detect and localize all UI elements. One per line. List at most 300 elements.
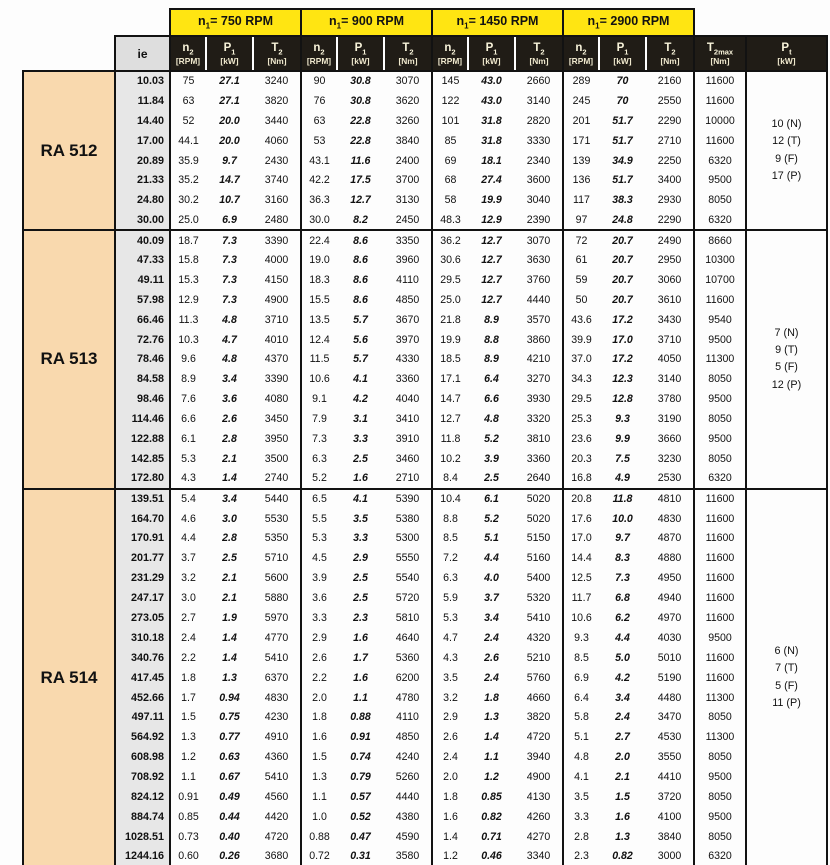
t2-cell: 4410	[646, 767, 694, 787]
p1-cell: 2.1	[222, 592, 237, 605]
p1-cell: 9.9	[615, 432, 630, 445]
t2-cell: 2480	[253, 210, 301, 230]
table-row	[23, 170, 827, 190]
n2-cell: 29.5	[432, 270, 468, 290]
t2-cell: 3550	[646, 747, 694, 767]
n2-cell: 1.0	[301, 807, 337, 827]
t2-cell: 4010	[253, 330, 301, 350]
t2-cell: 5710	[253, 548, 301, 568]
n2-cell: 18.3	[301, 270, 337, 290]
ie-cell: 47.33	[115, 250, 170, 270]
n2-cell: 5.3	[432, 608, 468, 628]
p1-cell: 8.3	[615, 552, 630, 565]
table-row	[23, 409, 827, 429]
n2-cell: 0.88	[301, 827, 337, 847]
p1-cell: 43.0	[481, 94, 502, 107]
p1-cell: 2.0	[615, 751, 630, 764]
ie-cell: 247.17	[115, 588, 170, 608]
n2-cell: 4.1	[563, 767, 599, 787]
n2-cell: 6.5	[301, 489, 337, 509]
t2-cell: 5360	[384, 648, 432, 668]
n2-cell: 2.8	[563, 827, 599, 847]
n2-cell: 69	[432, 151, 468, 171]
pt-line: 6 (N)	[774, 645, 799, 658]
p1-cell: 19.9	[481, 194, 502, 207]
n2-cell: 16.8	[563, 469, 599, 489]
t2-cell: 4110	[384, 270, 432, 290]
blank-corner	[23, 9, 170, 36]
t2-cell: 5380	[384, 509, 432, 529]
t2max-cell: 6320	[694, 151, 746, 171]
p1-cell: 0.57	[350, 791, 371, 803]
table-row	[23, 71, 827, 91]
t2-cell: 4830	[253, 688, 301, 708]
t2-cell: 3460	[384, 449, 432, 469]
table-row	[23, 151, 827, 171]
n2-cell: 136	[563, 170, 599, 190]
n2-cell: 68	[432, 170, 468, 190]
t2-cell: 2490	[646, 230, 694, 250]
p1-cell: 4.4	[615, 631, 630, 644]
p1-cell: 8.6	[353, 253, 368, 266]
n2-cell: 50	[563, 290, 599, 310]
p1-cell: 17.5	[350, 174, 371, 187]
t2max-cell: 11600	[694, 91, 746, 111]
n2-cell: 15.5	[301, 290, 337, 310]
p1-cell: 6.2	[615, 611, 630, 624]
t2max-cell: 11600	[694, 290, 746, 310]
unit-label: [RPM]	[306, 55, 332, 66]
table-row	[23, 429, 827, 449]
n2-cell: 25.0	[170, 210, 206, 230]
t2max-cell: 9500	[694, 628, 746, 648]
t2max-cell: 10300	[694, 250, 746, 270]
col-header-t2max: $T_{2max}$ [Nm]	[694, 36, 746, 71]
n2-cell: 59	[563, 270, 599, 290]
t2-cell: 4560	[253, 787, 301, 807]
p1-cell: 2.3	[353, 611, 368, 624]
p1-cell: 7.3	[222, 253, 237, 266]
p1-cell: 3.4	[615, 691, 630, 704]
ie-cell: 66.46	[115, 310, 170, 330]
n2-cell: 61	[563, 250, 599, 270]
p1-cell: 0.67	[219, 771, 240, 784]
p1-cell: 2.6	[222, 413, 237, 426]
t2-cell: 4110	[384, 708, 432, 728]
table-row	[23, 310, 827, 330]
table-row	[23, 330, 827, 350]
t2-cell: 5210	[515, 648, 563, 668]
t2-cell: 4080	[253, 389, 301, 409]
t2-cell: 3680	[253, 847, 301, 865]
t2-cell: 3140	[515, 91, 563, 111]
ie-column-header: ie	[115, 36, 170, 71]
t2-cell: 2660	[515, 71, 563, 91]
n2-cell: 0.60	[170, 847, 206, 865]
n2-cell: 14.4	[563, 548, 599, 568]
blank-above-labels	[23, 36, 115, 71]
n2-cell: 5.1	[563, 727, 599, 747]
col-header-pt: $P_t$ [kW]	[746, 36, 827, 71]
n2-cell: 18.5	[432, 349, 468, 369]
t2-cell: 2290	[646, 210, 694, 230]
group-label: RA 514	[23, 489, 115, 865]
n2-cell: 1.8	[301, 708, 337, 728]
t2max-cell: 11600	[694, 588, 746, 608]
ie-cell: 10.03	[115, 71, 170, 91]
ie-cell: 164.70	[115, 509, 170, 529]
table-row	[23, 230, 827, 250]
t2max-cell: 6320	[694, 210, 746, 230]
p1-cell: 0.74	[350, 751, 371, 764]
ie-cell: 49.11	[115, 270, 170, 290]
t2-cell: 3940	[515, 747, 563, 767]
n2-cell: 3.5	[563, 787, 599, 807]
p1-cell: 8.6	[353, 273, 368, 286]
ie-cell: 24.80	[115, 190, 170, 210]
table-row	[23, 767, 827, 787]
ie-cell: 452.66	[115, 688, 170, 708]
t2-cell: 4330	[384, 349, 432, 369]
ie-cell: 824.12	[115, 787, 170, 807]
p1-cell: 5.7	[353, 353, 368, 366]
speed-header-900: $n_1= 900$ RPM	[301, 9, 432, 36]
t2-cell: 4100	[646, 807, 694, 827]
table-row	[23, 91, 827, 111]
n2-cell: 6.3	[301, 449, 337, 469]
p1-cell: 27.4	[481, 174, 502, 187]
n2-cell: 8.4	[432, 469, 468, 489]
table-row	[23, 648, 827, 668]
p1-cell: 0.26	[206, 847, 253, 865]
t2-cell: 5410	[253, 767, 301, 787]
n2-cell: 85	[432, 131, 468, 151]
ie-cell: 564.92	[115, 727, 170, 747]
n2-cell: 8.5	[563, 648, 599, 668]
n2-cell: 4.4	[170, 528, 206, 548]
table-row	[23, 389, 827, 409]
table-row	[23, 369, 827, 389]
n2-cell: 34.3	[563, 369, 599, 389]
n2-cell: 63	[170, 91, 206, 111]
pt-line: 9 (F)	[775, 152, 798, 165]
t2-cell: 3950	[253, 429, 301, 449]
p1-cell: 6.9	[222, 213, 237, 226]
p1-cell: 11.6	[350, 154, 371, 167]
t2max-cell: 8050	[694, 369, 746, 389]
n2-cell: 17.0	[563, 528, 599, 548]
n2-cell: 139	[563, 151, 599, 171]
t2max-cell: 8050	[694, 787, 746, 807]
n2-cell: 7.2	[432, 548, 468, 568]
t2-cell: 3780	[646, 389, 694, 409]
n2-cell: 1.5	[170, 708, 206, 728]
n2-cell: 35.9	[170, 151, 206, 171]
p1-cell: 10.0	[612, 512, 633, 525]
p1-cell: 0.88	[350, 711, 371, 724]
t2-cell: 3710	[253, 310, 301, 330]
n2-cell: 1.8	[432, 787, 468, 807]
pt-line: 11 (P)	[772, 696, 801, 709]
p1-cell: 6.6	[484, 393, 499, 406]
ie-cell: 1028.51	[115, 827, 170, 847]
t2max-cell: 9540	[694, 310, 746, 330]
table-row	[23, 727, 827, 747]
p1-cell: 0.40	[219, 830, 240, 843]
t2-cell: 5410	[253, 648, 301, 668]
t2-cell: 5970	[253, 608, 301, 628]
p1-cell: 3.4	[484, 611, 499, 624]
t2-cell: 4050	[646, 349, 694, 369]
ie-cell: 84.58	[115, 369, 170, 389]
p1-cell: 9.7	[222, 154, 237, 167]
p1-cell: 0.44	[219, 810, 240, 823]
t2max-cell: 9500	[694, 429, 746, 449]
n2-cell: 11.7	[563, 588, 599, 608]
t2-cell: 3740	[253, 170, 301, 190]
table-row	[23, 608, 827, 628]
table-row	[23, 528, 827, 548]
p1-cell: 51.7	[612, 114, 633, 127]
t2-cell: 4950	[646, 568, 694, 588]
p1-cell: 4.2	[615, 671, 630, 684]
p1-cell: 20.7	[612, 253, 633, 266]
n2-cell: 21.8	[432, 310, 468, 330]
n2-cell: 23.6	[563, 429, 599, 449]
t2-cell: 5550	[384, 548, 432, 568]
ie-cell: 340.76	[115, 648, 170, 668]
t2-cell: 3360	[515, 449, 563, 469]
table-row	[23, 568, 827, 588]
p1-cell: 1.1	[484, 751, 499, 764]
n2-cell: 3.6	[301, 588, 337, 608]
n2-cell: 9.6	[170, 349, 206, 369]
p1-cell: 1.9	[222, 611, 237, 624]
p1-cell: 8.6	[337, 230, 384, 250]
p1-cell: 22.8	[350, 114, 371, 127]
t2-cell: 3350	[384, 230, 432, 250]
table-row	[23, 250, 827, 270]
ie-cell: 14.40	[115, 111, 170, 131]
n2-cell: 7.3	[301, 429, 337, 449]
t2-cell: 4830	[646, 509, 694, 529]
table-row	[23, 290, 827, 310]
pt-line: 17 (P)	[771, 169, 802, 182]
n2-cell: 25.0	[432, 290, 468, 310]
p1-cell: 20.7	[612, 293, 633, 306]
p1-cell: 1.3	[222, 671, 237, 684]
t2-cell: 4060	[253, 131, 301, 151]
n2-cell: 2.0	[432, 767, 468, 787]
pt-line: 5 (F)	[775, 361, 798, 374]
p1-cell: 1.4	[222, 631, 237, 644]
n2-cell: 25.3	[563, 409, 599, 429]
n2-cell: 3.3	[301, 608, 337, 628]
t2-cell: 3960	[384, 250, 432, 270]
ie-cell: 57.98	[115, 290, 170, 310]
n2-cell: 9.3	[563, 628, 599, 648]
t2-cell: 3930	[515, 389, 563, 409]
n2-cell: 201	[563, 111, 599, 131]
t2-cell: 3910	[384, 429, 432, 449]
pt-line: 7 (T)	[775, 662, 798, 675]
n2-cell: 3.5	[432, 668, 468, 688]
n2-cell: 8.9	[170, 369, 206, 389]
t2max-cell: 11600	[694, 509, 746, 529]
t2-cell: 3070	[384, 71, 432, 91]
n2-cell: 37.0	[563, 349, 599, 369]
p1-cell: 4.1	[353, 373, 368, 386]
table-row	[23, 111, 827, 131]
p1-cell: 1.8	[484, 691, 499, 704]
ie-cell: 139.51	[115, 489, 170, 509]
ie-cell: 142.85	[115, 449, 170, 469]
n2-cell: 22.4	[301, 230, 337, 250]
n2-cell: 2.4	[432, 747, 468, 767]
t2-cell: 5020	[515, 489, 563, 509]
t2-cell: 3860	[515, 330, 563, 350]
t2max-cell: 11600	[694, 668, 746, 688]
table-row	[23, 131, 827, 151]
p1-cell: 31.8	[481, 134, 502, 147]
t2-cell: 3240	[253, 71, 301, 91]
t2max-cell: 11600	[694, 608, 746, 628]
n2-cell: 3.3	[563, 807, 599, 827]
p1-cell: 4.8	[222, 353, 237, 366]
p1-cell: 12.7	[481, 273, 502, 286]
t2-cell: 3060	[646, 270, 694, 290]
n2-cell: 1.3	[170, 727, 206, 747]
p1-cell: 0.79	[350, 771, 371, 784]
t2-cell: 3970	[384, 330, 432, 350]
t2-cell: 4720	[253, 827, 301, 847]
unit-label: [RPM]	[175, 55, 201, 66]
n2-cell: 72	[563, 230, 599, 250]
n2-cell: 11.3	[170, 310, 206, 330]
p1-cell: 2.6	[484, 651, 499, 664]
ie-cell: 884.74	[115, 807, 170, 827]
n2-cell: 1.1	[170, 767, 206, 787]
n2-cell: 7.6	[170, 389, 206, 409]
n2-cell: 12.5	[563, 568, 599, 588]
p1-cell: 8.8	[484, 333, 499, 346]
unit-label: [RPM]	[437, 55, 463, 66]
n2-cell: 4.3	[432, 648, 468, 668]
p1-cell: 20.0	[219, 134, 240, 147]
blank-top-right	[694, 9, 827, 36]
n2-cell: 30.2	[170, 190, 206, 210]
table-row	[23, 688, 827, 708]
table-row	[23, 588, 827, 608]
t2max-cell: 11300	[694, 688, 746, 708]
n2-cell: 52	[170, 111, 206, 131]
p1-cell: 7.5	[615, 452, 630, 465]
t2-cell: 3260	[384, 111, 432, 131]
pt-line: 10 (N)	[771, 118, 802, 131]
t2max-cell: 11600	[694, 528, 746, 548]
col-header-t2-750: $T_2$ [Nm]	[253, 36, 301, 71]
p1-cell: 0.52	[350, 810, 371, 823]
n2-cell: 4.5	[301, 548, 337, 568]
header-row-columns	[23, 36, 827, 71]
p1-cell: 12.7	[481, 253, 502, 266]
ie-cell: 273.05	[115, 608, 170, 628]
n2-cell: 29.5	[563, 389, 599, 409]
t2-cell: 3440	[253, 111, 301, 131]
n2-cell: 35.2	[170, 170, 206, 190]
p1-cell: 7.3	[222, 293, 237, 306]
n2-cell: 8.5	[432, 528, 468, 548]
p1-cell: 4.7	[222, 333, 237, 346]
p1-cell: 31.8	[481, 114, 502, 127]
n2-cell: 4.6	[170, 509, 206, 529]
t2-cell: 3190	[646, 409, 694, 429]
p1-cell: 0.91	[350, 731, 371, 744]
p1-cell: 12.8	[612, 393, 633, 406]
p1-cell: 0.71	[481, 830, 502, 843]
p1-cell: 7.3	[222, 273, 237, 286]
t2-cell: 4910	[253, 727, 301, 747]
n2-cell: 6.4	[563, 688, 599, 708]
n2-cell: 30.0	[301, 210, 337, 230]
p1-cell: 3.4	[222, 373, 237, 386]
t2-cell: 3430	[646, 310, 694, 330]
t2-cell: 4720	[515, 727, 563, 747]
p1-cell: 1.6	[353, 671, 368, 684]
t2-cell: 4900	[253, 290, 301, 310]
p1-cell: 51.7	[612, 134, 633, 147]
n2-cell: 6.6	[170, 409, 206, 429]
t2max-cell: 11600	[694, 489, 746, 509]
t2-cell: 4040	[384, 389, 432, 409]
p1-cell: 6.1	[468, 489, 515, 509]
n2-cell: 53	[301, 131, 337, 151]
ie-cell: 98.46	[115, 389, 170, 409]
p1-cell: 2.8	[222, 532, 237, 545]
n2-cell: 6.9	[563, 668, 599, 688]
n2-cell: 0.85	[170, 807, 206, 827]
t2-cell: 5300	[384, 528, 432, 548]
t2-cell: 4360	[253, 747, 301, 767]
p1-cell: 2.8	[222, 432, 237, 445]
ie-cell: 608.98	[115, 747, 170, 767]
ie-cell: 17.00	[115, 131, 170, 151]
n2-cell: 1.6	[432, 807, 468, 827]
t2-cell: 4770	[253, 628, 301, 648]
unit-label: [RPM]	[568, 55, 594, 66]
t2-cell: 4640	[384, 628, 432, 648]
n2-cell: 1.5	[301, 747, 337, 767]
p1-cell: 20.7	[612, 273, 633, 286]
t2-cell: 4320	[515, 628, 563, 648]
n2-cell: 1.7	[170, 688, 206, 708]
table-row	[23, 708, 827, 728]
n2-cell: 42.2	[301, 170, 337, 190]
pt-line: 12 (P)	[771, 378, 802, 391]
p1-cell: 5.2	[484, 432, 499, 445]
unit-label: [kW]	[351, 55, 370, 66]
p1-cell: 12.7	[481, 293, 502, 306]
p1-cell: 1.5	[615, 791, 630, 803]
t2-cell: 5150	[515, 528, 563, 548]
n2-cell: 63	[301, 111, 337, 131]
p1-cell: 5.7	[353, 313, 368, 326]
p1-cell: 18.1	[481, 154, 502, 167]
t2-cell: 3270	[515, 369, 563, 389]
n2-cell: 15.8	[170, 250, 206, 270]
n2-cell: 117	[563, 190, 599, 210]
t2-cell: 3470	[646, 708, 694, 728]
